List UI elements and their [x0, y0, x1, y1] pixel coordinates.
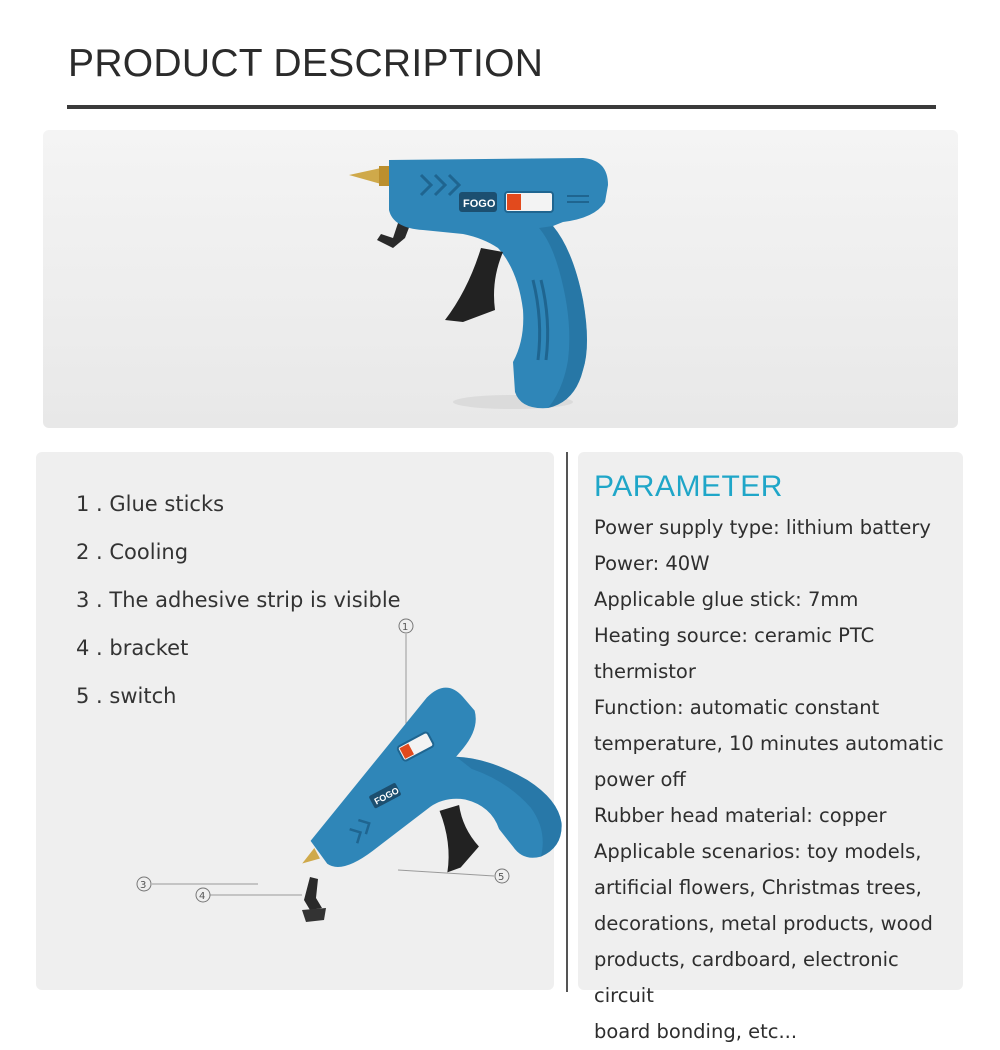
callout-marker-4	[196, 888, 210, 902]
parameter-list	[594, 510, 960, 1050]
brand-logo: FOGO	[463, 198, 496, 210]
parameter-line: Function: automatic constant	[594, 696, 880, 719]
parameter-line: board bonding, etc...	[594, 1020, 798, 1043]
feature-item: 5 . switch	[76, 684, 177, 708]
parameter-line: artificial flowers, Christmas trees,	[594, 876, 922, 899]
svg-text:3: 3	[140, 880, 147, 891]
labeled-glue-gun-diagram	[36, 452, 554, 990]
feature-item: 4 . bracket	[76, 636, 189, 660]
parameter-line: decorations, metal products, wood	[594, 912, 933, 935]
svg-text:4: 4	[199, 891, 206, 902]
parameter-panel	[578, 452, 963, 1043]
product-hero-image	[43, 130, 958, 428]
feature-item: 3 . The adhesive strip is visible	[76, 588, 401, 612]
parameter-line: temperature, 10 minutes automatic	[594, 732, 944, 755]
callout-marker-5	[495, 869, 509, 883]
parameter-title: PARAMETER	[594, 470, 783, 503]
svg-text:1: 1	[402, 622, 409, 633]
parameter-line: Heating source: ceramic PTC thermistor	[594, 624, 875, 683]
parameter-line: Rubber head material: copper	[594, 804, 887, 827]
parameter-line: Power: 40W	[594, 552, 710, 575]
glue-gun-illustration	[43, 130, 958, 428]
svg-text:5: 5	[498, 872, 505, 883]
feature-item: 1 . Glue sticks	[76, 492, 225, 516]
parameter-line: Power supply type: lithium battery	[594, 516, 931, 539]
callout-marker-1	[399, 619, 413, 633]
parameter-line: power off	[594, 768, 686, 791]
parameter-line: Applicable glue stick: 7mm	[594, 588, 859, 611]
parameter-line: products, cardboard, electronic circuit	[594, 948, 899, 1007]
column-divider	[566, 452, 568, 992]
callout-marker-3	[137, 877, 151, 891]
svg-text:FOGO: FOGO	[372, 785, 401, 807]
features-panel	[36, 452, 554, 990]
feature-item: 2 . Cooling	[76, 540, 189, 564]
page-title: PRODUCT DESCRIPTION	[68, 42, 544, 85]
parameter-line: Applicable scenarios: toy models,	[594, 840, 922, 863]
title-underline	[67, 105, 936, 109]
